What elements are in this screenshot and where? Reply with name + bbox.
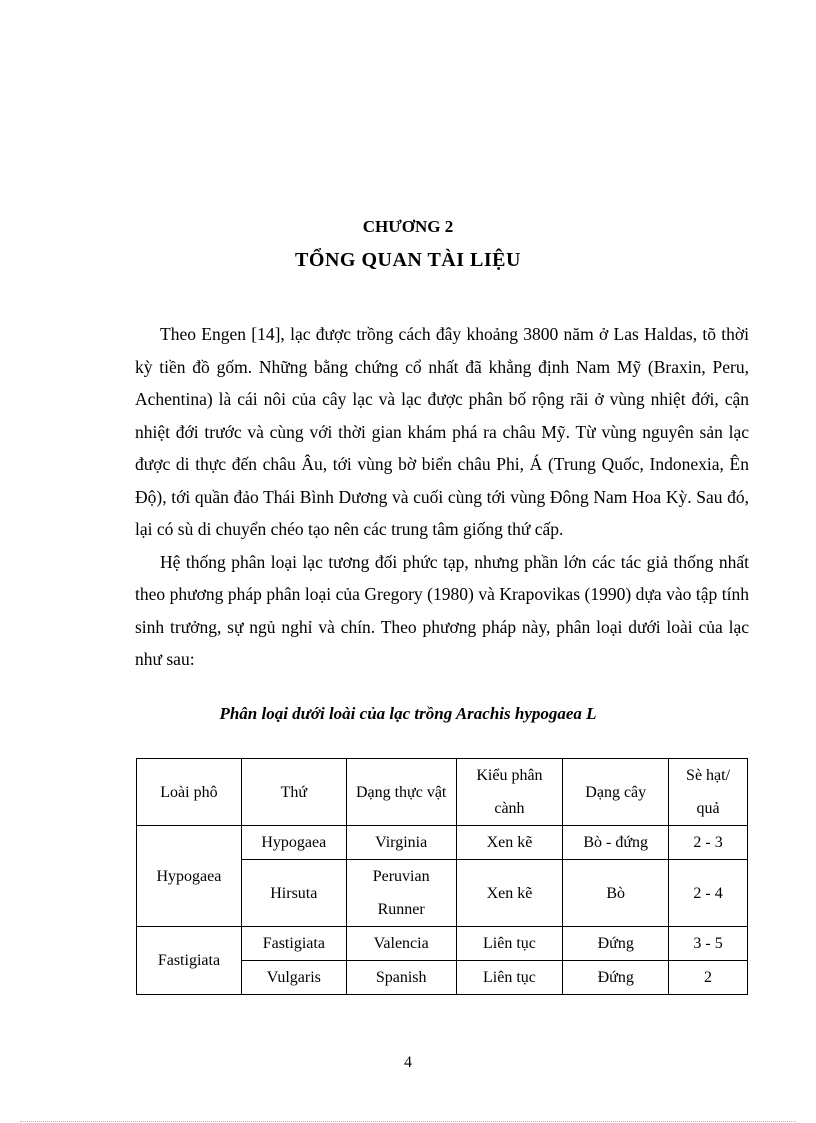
subspecies-cell: Hypogaea [137, 826, 242, 927]
table-cell: 2 - 3 [669, 826, 748, 860]
table-cell: Hypogaea [241, 826, 346, 860]
chapter-title: TỔNG QUAN TÀI LIỆU [295, 249, 521, 271]
table-cell: Liên tục [456, 961, 563, 995]
table-header-cell: Thứ [241, 759, 346, 826]
table-cell: Fastigiata [241, 927, 346, 961]
table-header-cell: Dạng cây [563, 759, 669, 826]
subspecies-cell: Fastigiata [137, 927, 242, 995]
table-cell: Xen kẽ [456, 860, 563, 927]
table-cell: Virginia [346, 826, 456, 860]
table-cell: Đứng [563, 927, 669, 961]
table-cell: 2 - 4 [669, 860, 748, 927]
table-header-cell: Loài phô [137, 759, 242, 826]
page-bottom-divider [20, 1121, 796, 1122]
table-cell: Peruvian Runner [346, 860, 456, 927]
table-cell: Liên tục [456, 927, 563, 961]
chapter-label: CHƯƠNG 2 [362, 217, 454, 236]
table-cell: 3 - 5 [669, 927, 748, 961]
table-row [137, 826, 748, 860]
paragraph: Theo Engen [14], lạc được trồng cách đây khoảng 3800 năm ở Las Haldas, tõ thời kỳ tiền đồ gốm. Những bằng chứng cổ nhất đã khẳng định Nam Mỹ (Braxin, Peru, Achentina) là cái nôi của cây lạc và lạc được phân bố rộng rãi ở vùng nhiệt đới, cận nhiệt đới trước và cùng với thời gian khám phá ra châu Mỹ. Từ vùng nguyên sản lạc được di thực đến châu Âu, tới vùng bờ biển châu Phi, Á (Trung Quốc, Indonexia, Ên Độ), tới quần đảo Thái Bình Dương và cuối cùng tới vùng Đông Nam Hoa Kỳ. Sau đó, lại có sù di chuyển chéo tạo nên các trung tâm giống thứ cấp. [135, 324, 749, 539]
page-number: 4 [404, 1054, 412, 1071]
table-row [137, 927, 748, 961]
table-header-cell: Sè hạt/ quả [669, 759, 748, 826]
paragraph: Hệ thống phân loại lạc tương đối phức tạp, nhưng phần lớn các tác giả thống nhất theo phương pháp phân loại của Gregory (1980) và Krapovikas (1990) dựa vào tập tính sinh trưởng, sự ngủ nghỉ và chín. Theo phương pháp này, phân loại dưới loài của lạc như sau: [135, 551, 749, 669]
table-cell: Bò - đứng [563, 826, 669, 860]
table-cell: Bò [563, 860, 669, 927]
table-cell: Vulgaris [241, 961, 346, 995]
table-caption: Phân loại dưới loài của lạc trồng Arachis hypogaea L [219, 704, 597, 723]
table-cell: Đứng [563, 961, 669, 995]
table-cell: Hirsuta [241, 860, 346, 927]
table-header-cell: Dạng thực vật [346, 759, 456, 826]
table-header-row [137, 759, 748, 826]
table-cell: Valencia [346, 927, 456, 961]
table-header-cell: Kiểu phân cành [456, 759, 563, 826]
table-cell: Spanish [346, 961, 456, 995]
body-text [135, 318, 749, 676]
table-cell: Xen kẽ [456, 826, 563, 860]
table-cell: 2 [669, 961, 748, 995]
classification-table [136, 758, 748, 995]
